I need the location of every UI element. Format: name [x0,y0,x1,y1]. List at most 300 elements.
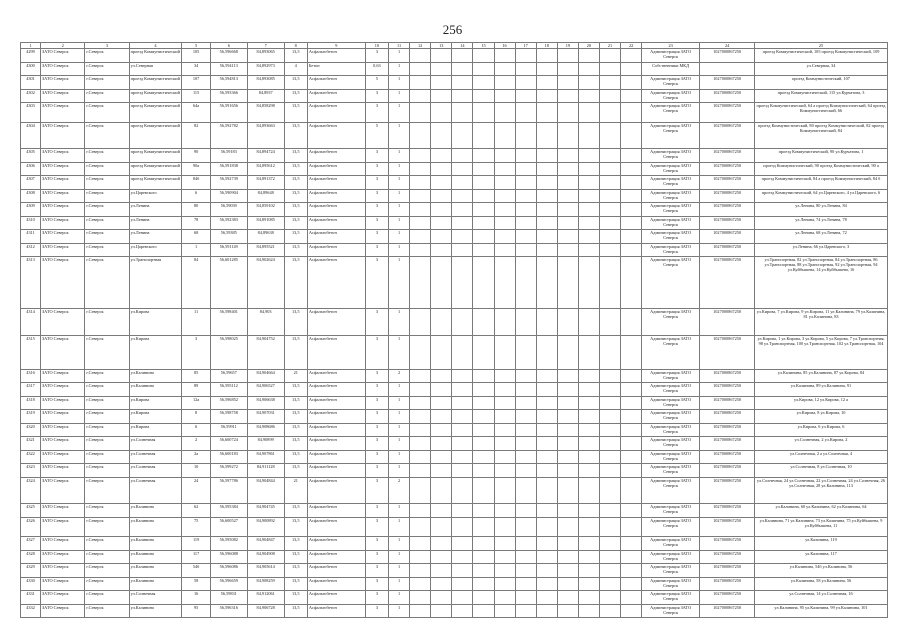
table-cell: 3 [365,49,388,63]
table-cell: 4322 [21,450,41,464]
table-cell: г.Северск [85,450,129,464]
table-cell: 3 [182,335,210,369]
table-cell [557,243,578,257]
table-cell: 13,5 [284,335,307,369]
table-cell [473,49,494,63]
table-cell: 13,5 [284,423,307,437]
table-cell [536,257,557,309]
table-cell: ул.Калинина [129,577,182,591]
table-cell: ЗАТО Северск [41,335,85,369]
table-cell: г.Северск [85,149,129,163]
table-cell [494,122,515,149]
table-cell: 84,908259 [247,577,284,591]
table-cell: 4328 [21,550,41,564]
table-cell: ул.Калинина [129,564,182,578]
table-cell: 119 [182,537,210,551]
table-cell [599,162,620,176]
table-cell: 1 [389,383,410,397]
table-cell: 13,5 [284,564,307,578]
table-cell: г.Северск [85,537,129,551]
table-cell [494,103,515,123]
table-cell [578,537,599,551]
table-cell [621,49,642,63]
table-cell: Асфальтобетон [307,423,365,437]
table-cell [515,591,536,605]
table-cell [431,604,452,618]
table-cell: 13,5 [284,410,307,424]
table-cell [473,450,494,464]
table-cell: 56,594813 [210,76,247,90]
table-cell: 3 [365,189,388,203]
table-cell: 3 [365,604,388,618]
table-cell: проезд Коммунистический [129,89,182,103]
table-cell: 56,59911 [210,423,247,437]
table-row [21,517,888,537]
table-row [21,309,888,336]
table-cell [621,62,642,76]
table-cell: ул.Солнечная, 2 а ул.Солнечная, 4 [755,450,888,464]
table-cell: 56,596088 [210,550,247,564]
table-cell [452,517,473,537]
table-cell [557,189,578,203]
table-cell [431,162,452,176]
table-cell: ул.Ленина, 80 ул.Ленина, 84 [755,203,888,217]
table-cell [431,423,452,437]
table-cell: Администрация ЗАТО Северск [642,216,700,230]
table-cell: проезд Коммунистический, 64 ул.Царевского, 4 ул.Царевского, 6 [755,189,888,203]
table-cell: 84,903 [247,309,284,336]
table-cell: 13,5 [284,309,307,336]
table-cell [452,437,473,451]
table-cell [494,383,515,397]
table-cell [494,437,515,451]
table-cell: 107 [182,76,210,90]
table-cell: 84,895521 [247,243,284,257]
table-cell: 56,594113 [210,62,247,76]
table-cell [473,504,494,518]
table-cell [431,383,452,397]
table-cell: 56,591838 [210,162,247,176]
column-number-header: 20 [578,43,599,49]
table-cell [599,103,620,123]
table-cell: Администрация ЗАТО Северск [642,122,700,149]
table-cell: ЗАТО Северск [41,122,85,149]
table-cell [431,504,452,518]
table-cell: 4315 [21,335,41,369]
table-cell [473,230,494,244]
table-cell [410,423,431,437]
table-cell [515,335,536,369]
table-cell: Администрация ЗАТО Северск [642,189,700,203]
table-row [21,176,888,190]
table-cell [473,550,494,564]
table-cell [578,309,599,336]
table-cell: 115 [182,89,210,103]
table-cell: 3 [365,383,388,397]
table-cell: 2 [182,437,210,451]
table-cell: 84,911128 [247,464,284,478]
table-cell: 84,905614 [247,564,284,578]
table-cell [536,203,557,217]
table-cell [494,537,515,551]
table-cell: 13,5 [284,464,307,478]
table-cell [452,410,473,424]
column-number-header: 13 [431,43,452,49]
table-cell [452,309,473,336]
table-cell [536,517,557,537]
column-number-header: 24 [700,43,755,49]
table-cell [515,396,536,410]
table-cell [536,176,557,190]
table-cell: 56,599272 [210,464,247,478]
table-cell [494,410,515,424]
table-cell: 3 [365,423,388,437]
table-cell [410,464,431,478]
table-cell [599,309,620,336]
table-cell: 13,5 [284,550,307,564]
table-row [21,410,888,424]
table-cell [599,604,620,618]
table-cell: 1027000867250 [700,103,755,123]
table-cell [410,369,431,383]
table-cell: 4312 [21,243,41,257]
table-cell [494,216,515,230]
table-cell [452,62,473,76]
table-cell [473,477,494,504]
table-cell: Администрация ЗАТО Северск [642,162,700,176]
table-cell: 13,5 [284,517,307,537]
table-cell: 56,598758 [210,410,247,424]
table-cell: 1 [389,176,410,190]
table-cell [494,243,515,257]
table-cell [621,383,642,397]
table-cell: 84,893663 [247,122,284,149]
table-cell [452,369,473,383]
column-number-header: 17 [515,43,536,49]
table-cell: 84,906527 [247,383,284,397]
table-cell [536,162,557,176]
table-cell [473,203,494,217]
table-cell: 56,591149 [210,243,247,257]
table-cell: ул.Солнечная [129,591,182,605]
table-cell: 13,5 [284,604,307,618]
table-cell [452,564,473,578]
table-cell [452,243,473,257]
table-cell [557,504,578,518]
table-cell: 4314 [21,309,41,336]
table-cell [578,103,599,123]
table-cell: 4300 [21,62,41,76]
table-cell: 62 [182,504,210,518]
table-cell [599,243,620,257]
table-row [21,537,888,551]
table-cell: 84,904664 [247,369,284,383]
table-cell [431,76,452,90]
table-cell [515,309,536,336]
table-cell [536,450,557,464]
table-cell: проезд Коммунистический, 90 проезд Коммунистический, 90 а [755,162,888,176]
table-cell: г.Северск [85,396,129,410]
table-cell: 56,592739 [210,176,247,190]
table-cell: 4317 [21,383,41,397]
table-row [21,577,888,591]
table-cell [578,604,599,618]
table-cell: 3 [365,450,388,464]
table-cell [599,257,620,309]
table-cell [599,517,620,537]
table-cell: ул.Транспортная, 82 ул.Транспортная, 84 ул.Транспортная, 86 ул.Транспортная, 88 ул.Транспортная, 92 ул.Транспортная, 94 ул.Куйбышева, 14 ул.Куйбышева, 16 [755,257,888,309]
table-cell [452,89,473,103]
table-cell: 56,596316 [210,604,247,618]
table-cell: 4318 [21,396,41,410]
table-cell [431,62,452,76]
table-cell: ЗАТО Северск [41,550,85,564]
table-cell [557,477,578,504]
table-cell [557,396,578,410]
table-cell [515,437,536,451]
table-cell [410,309,431,336]
table-cell [494,477,515,504]
table-cell: 21 [284,477,307,504]
table-cell: 1 [389,335,410,369]
table-cell: 84,895612 [247,162,284,176]
table-cell: ЗАТО Северск [41,257,85,309]
table-cell: ул.Калинина [129,604,182,618]
table-cell: ул.Калинина, 58 ул.Калинина, 56 [755,577,888,591]
table-cell [557,62,578,76]
table-cell: 84,904844 [247,477,284,504]
table-cell: 105 [182,49,210,63]
table-cell: Администрация ЗАТО Северск [642,257,700,309]
table-cell: Асфальтобетон [307,76,365,90]
table-cell [557,450,578,464]
table-cell: ЗАТО Северск [41,423,85,437]
table-cell [494,49,515,63]
table-cell: 84,89648 [247,189,284,203]
table-cell [410,257,431,309]
table-cell [515,103,536,123]
table-cell [431,49,452,63]
table-cell [621,89,642,103]
table-cell: ЗАТО Северск [41,591,85,605]
table-cell [621,604,642,618]
table-cell: 3 [365,335,388,369]
table-row [21,437,888,451]
table-cell: 3 [365,396,388,410]
table-cell: 3 [365,564,388,578]
table-cell: 1027000867250 [700,76,755,90]
table-cell [494,517,515,537]
table-cell: Собственники МКД [642,62,700,76]
table-cell: г.Северск [85,564,129,578]
table-cell: Асфальтобетон [307,203,365,217]
table-cell [557,89,578,103]
table-cell: проезд Коммунистический [129,162,182,176]
table-row [21,257,888,309]
table-cell: 13,5 [284,203,307,217]
table-cell [536,62,557,76]
table-cell: ЗАТО Северск [41,450,85,464]
table-cell: ЗАТО Северск [41,103,85,123]
table-cell: 4 [284,62,307,76]
table-cell: г.Северск [85,76,129,90]
table-cell: г.Северск [85,62,129,76]
table-cell: 1 [389,464,410,478]
table-cell: 56,596659 [210,577,247,591]
table-cell: 1 [389,564,410,578]
table-cell: Администрация ЗАТО Северск [642,550,700,564]
table-cell: 1 [389,149,410,163]
table-cell: ЗАТО Северск [41,62,85,76]
table-cell: 1 [389,437,410,451]
table-cell [515,383,536,397]
table-cell: 1027000867250 [700,423,755,437]
table-cell: 13,5 [284,230,307,244]
table-cell [557,162,578,176]
table-cell [452,257,473,309]
table-cell: 56,59385 [210,230,247,244]
table-cell: ул.Ленина, 74 ул.Ленина, 78 [755,216,888,230]
table-cell: Асфальтобетон [307,477,365,504]
table-cell [410,564,431,578]
table-cell [452,504,473,518]
table-cell: Администрация ЗАТО Северск [642,517,700,537]
table-cell [473,517,494,537]
table-cell: ул.Калинина, 95 ул.Калинина, 99 ул.Калинина, 101 [755,604,888,618]
table-row [21,122,888,149]
table-cell [473,591,494,605]
table-cell: ЗАТО Северск [41,149,85,163]
table-cell [536,122,557,149]
table-cell: ул.Северная, 34 [755,62,888,76]
register-table [20,42,888,618]
table-cell: ул.Кирова, 1 ул.Кирова, 3 ул.Кирова, 5 ул.Кирова, 7 ул.Транспортная, 98 ул.Транспортная, 100 ул.Транспортная, 102 ул.Транспортная, 104 [755,335,888,369]
column-number-header: 5 [182,43,210,49]
table-cell [410,149,431,163]
table-cell: Администрация ЗАТО Северск [642,203,700,217]
table-cell: 1 [389,504,410,518]
table-cell: 54б [182,564,210,578]
table-cell: 56,593366 [210,89,247,103]
table-row [21,230,888,244]
table-cell [431,203,452,217]
table-cell: 13,5 [284,257,307,309]
table-cell: ул.Калинина, 71 ул.Калинина, 73 ул.Калинина, 75 ул.Куйбышева, 9 ул.Куйбышева, 11 [755,517,888,537]
table-cell: 1027000867250 [700,517,755,537]
table-cell: г.Северск [85,477,129,504]
table-cell: 1 [389,76,410,90]
table-cell [452,149,473,163]
table-cell: ул.Кирова [129,396,182,410]
table-cell [557,517,578,537]
table-cell: 24 [182,477,210,504]
table-cell: г.Северск [85,383,129,397]
table-cell: 1027000867250 [700,216,755,230]
table-cell: ул.Северная [129,62,182,76]
table-cell: 1 [389,103,410,123]
table-cell [536,189,557,203]
table-row [21,76,888,90]
table-cell: ЗАТО Северск [41,309,85,336]
table-cell: г.Северск [85,504,129,518]
table-cell: Асфальтобетон [307,396,365,410]
table-cell: ул.Солнечная [129,450,182,464]
table-cell [473,464,494,478]
table-cell: 1 [389,243,410,257]
table-cell [515,577,536,591]
table-cell: 1 [389,604,410,618]
table-cell: 13,5 [284,437,307,451]
table-cell: 1 [389,550,410,564]
table-cell: Асфальтобетон [307,564,365,578]
table-cell [494,335,515,369]
table-cell [578,564,599,578]
table-cell: Асфальтобетон [307,504,365,518]
table-cell: 1027000867250 [700,162,755,176]
table-cell: Асфальтобетон [307,243,365,257]
table-cell [431,577,452,591]
column-number-header: 4 [129,43,182,49]
table-cell: 89 [182,383,210,397]
table-cell: Асфальтобетон [307,437,365,451]
table-cell [431,564,452,578]
table-cell: 1027000867250 [700,335,755,369]
table-cell [621,517,642,537]
table-cell: ул.Кирова [129,309,182,336]
table-cell [515,49,536,63]
table-cell: ЗАТО Северск [41,230,85,244]
column-number-header: 6 [210,43,247,49]
table-cell: 1 [389,216,410,230]
table-cell [494,504,515,518]
table-cell [515,517,536,537]
table-cell: 56,596668 [210,49,247,63]
table-cell [536,216,557,230]
table-cell [599,410,620,424]
table-cell [494,203,515,217]
table-cell [621,162,642,176]
table-cell: Асфальтобетон [307,230,365,244]
table-cell [578,203,599,217]
table-cell: 3 [365,162,388,176]
table-cell [494,230,515,244]
table-cell: проезд Коммунистический, 107 [755,76,888,90]
column-number-header: 7 [247,43,284,49]
table-cell: 56,592383 [210,216,247,230]
table-cell: г.Северск [85,203,129,217]
table-cell: 4311 [21,230,41,244]
table-cell [700,62,755,76]
table-cell: 1027000867250 [700,537,755,551]
table-cell [578,423,599,437]
table-cell [599,230,620,244]
table-cell: ул.Калинина [129,537,182,551]
table-cell [621,450,642,464]
table-cell: ул.Ленина, 68 ул.Ленина, 72 [755,230,888,244]
column-number-header: 12 [410,43,431,49]
table-cell [599,591,620,605]
table-cell: 1027000867250 [700,477,755,504]
table-cell: ул.Солнечная [129,437,182,451]
table-cell: ЗАТО Северск [41,464,85,478]
table-cell [621,230,642,244]
table-cell: 13,5 [284,189,307,203]
table-cell [494,464,515,478]
table-cell [621,504,642,518]
table-cell: Асфальтобетон [307,216,365,230]
table-cell: ЗАТО Северск [41,383,85,397]
table-cell: 56,59039 [210,203,247,217]
